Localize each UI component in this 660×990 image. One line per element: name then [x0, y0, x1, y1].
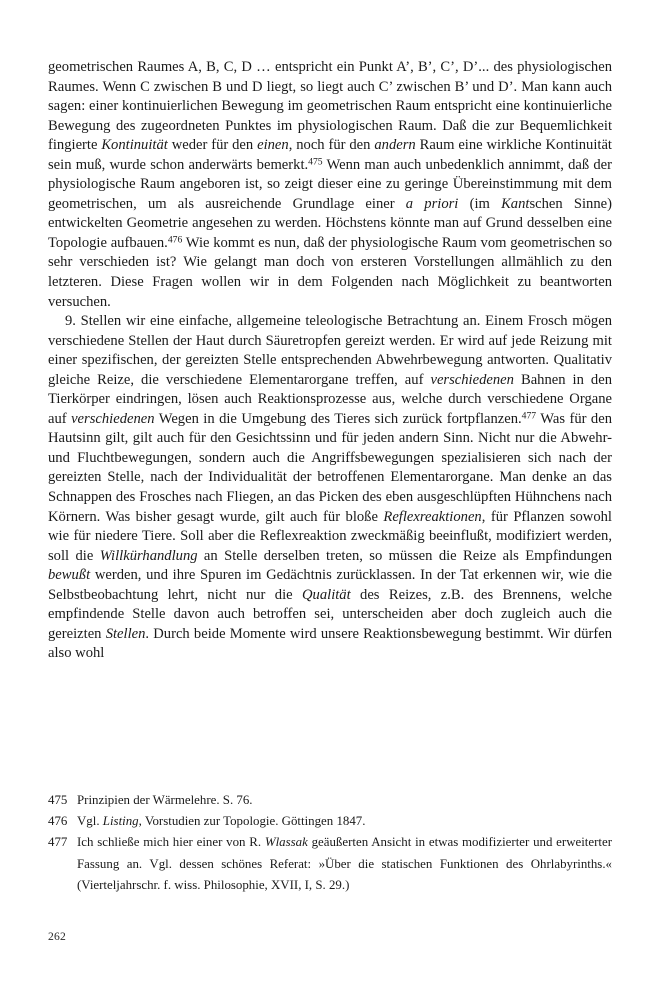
emphasis-text: bewußt: [48, 567, 91, 584]
footnote-text: [77, 790, 612, 811]
footnote-number: 476: [48, 814, 68, 829]
footnote-marker: 475: [308, 156, 323, 168]
emphasis-text: Stellen: [105, 625, 146, 642]
emphasis-text: einen: [257, 137, 289, 154]
emphasis-text: Kontinuität: [101, 137, 168, 154]
emphasis-text: Wlassak: [264, 835, 308, 850]
text-run: des Reizes, z.B. des Brennens, welche empfindende Stelle davon auch betroffen sei, unterscheiden aber doch zugleich auch die gereizten: [48, 586, 612, 642]
text-run: werden, und ihre Spuren im Gedächtnis zurücklassen. In der Tat erkennen wir, wie die Selbstbeobachtung lehrt, nicht nur die: [48, 567, 612, 603]
footnote-476: [48, 811, 612, 832]
emphasis-text: verschiedenen: [71, 410, 155, 427]
text-run: geometrischen Raumes A, B, C, D … entspricht ein Punkt A’, B’, C’, D’... des physiologischen Raumes. Wenn C zwischen B und D liegt, so liegt auch C’ zwischen B’ und D’. Man kann auch sagen: einer kontinuierlichen Bewegung im geometrischen Raum entspricht eine kontinuierliche Bewegung des zugeordneten Punktes im physiologischen Raum. Daß die zur Bequemlichkeit fingierte: [48, 59, 612, 154]
text-run: schen Sinne) entwickelten Geometrie angesehen zu werden. Höchstens könnte man auf Grund desselben eine Topologie aufbauen.: [48, 195, 612, 251]
text-run: Wegen in die Umgebung des Tieres sich zurück fortpflanzen.: [154, 410, 522, 427]
emphasis-text: Reflexreaktionen: [383, 508, 482, 525]
body-text-column: [48, 58, 612, 664]
emphasis-text: Listing: [102, 814, 139, 829]
text-run: Vgl.: [77, 814, 103, 829]
footnote-477: [48, 832, 612, 896]
text-run: Wenn man auch unbedenklich annimmt, daß der physiologische Raum angeboren ist, so zeigt dieser eine zu geringe Übereinstimmung mit dem geometrischen, um als ausreichende Grundlage einer: [48, 156, 613, 212]
emphasis-text: Qualität: [302, 586, 351, 603]
footnote-marker: 477: [521, 410, 537, 422]
text-run: Prinzipien der Wärmelehre. S. 76.: [77, 793, 253, 807]
text-run: Wie kommt es nun, daß der physiologische Raum vom geometrischen so sehr verschieden ist? Wie gelangt man doch von ersteren Vorstellungen allmählich zu den letzteren. Diese Fragen wollen wir in dem Folgenden nach Möglichkeit zu beantworten versuchen.: [48, 234, 613, 310]
footnote-text: [77, 811, 612, 832]
text-run: . Durch beide Momente wird unsere Reaktionsbewegung bestimmt. Wir dürfen also wohl: [48, 625, 612, 662]
text-run: , noch für den: [288, 137, 375, 154]
footnote-475: [48, 790, 612, 811]
body-paragraph-1: [48, 58, 612, 312]
text-run: an Stelle derselben treten, so müssen die Reize als Empfindungen: [197, 547, 612, 564]
text-run: Bahnen in den Tierkörper eindringen, lösen auch Reaktionsprozesse aus, welche durch verschiedene Organe auf: [48, 371, 613, 427]
text-run: Ich schließe mich hier einer von R.: [77, 835, 265, 850]
text-run: , für Pflanzen sowohl wie für niedere Tiere. Soll aber die Reflexreaktion zweckmäßig beeinflußt, modifiziert werden, soll die: [48, 508, 612, 564]
emphasis-text: andern: [374, 137, 416, 154]
text-run: weder für den: [167, 137, 258, 154]
text-run: (im: [458, 195, 502, 212]
emphasis-text: verschiedenen: [430, 371, 514, 388]
page-number: 262: [48, 930, 66, 943]
text-run: Was für den Hautsinn gilt, gilt auch für den Gesichtssinn und für jeden andern Sinn. Nicht nur die Abwehr- und Fluchtbewegungen, sondern auch die Angriffsbewegungen spezialisieren sich nach der gereizten Stelle, nach der Individualität der betroffenen Elementarorgane. Man denke an das Schnappen des Frosches nach Fliegen, an das Picken des eben ausgeschlüpften Hühnchens nach Körnern. Was bisher gesagt wurde, gilt auch für bloße: [48, 410, 612, 525]
text-run: 9. Stellen wir eine einfache, allgemeine teleologische Betrachtung an. Einem Frosch mögen verschiedene Stellen der Haut durch Säuretropfen gereizt werden. Er wird auf jede Reizung mit einer spezifischen, der gereizten Stelle entsprechenden Abwehrbewegung antworten. Qualitativ gleiche Reize, die verschiedene Elementarorgane treffen, auf: [48, 313, 612, 388]
text-run: geäußerten Ansicht in etwas modifizierter und erweiterter Fassung an. Vgl. dessen schönes Referat: »Über die statischen Funktionen des Ohrlabyrinths.« (Vierteljahrschr. f. wiss. Philosophie, XVII, I, S. 29.): [77, 835, 612, 892]
footnote-text: [77, 832, 612, 896]
text-run: Raum eine wirkliche Kontinuität sein muß, wurde schon anderwärts bemerkt.: [48, 137, 612, 173]
footnote-marker: 476: [167, 234, 183, 246]
footnote-number: 475: [48, 793, 68, 807]
text-run: , Vorstudien zur Topologie. Göttingen 1847.: [138, 814, 366, 829]
emphasis-text: a priori: [405, 195, 459, 212]
body-paragraph-2: [48, 312, 612, 664]
emphasis-text: Kant: [501, 195, 530, 212]
emphasis-text: Willkürhandlung: [99, 547, 198, 564]
footnote-section: [48, 790, 612, 896]
footnote-number: 477: [48, 835, 68, 850]
